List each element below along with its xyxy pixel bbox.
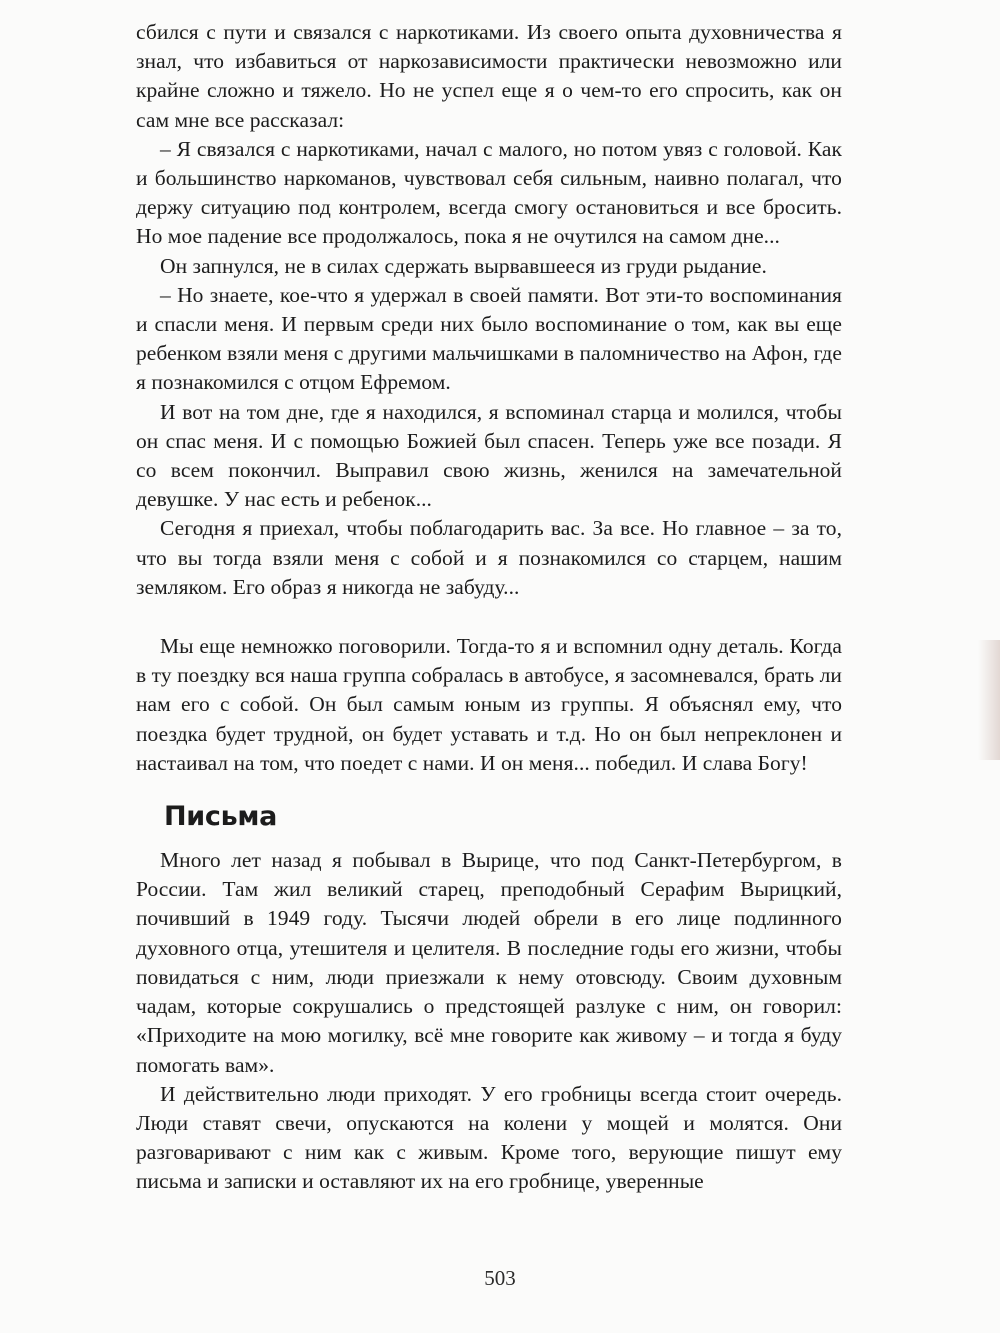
paragraph: Он запнулся, не в силах сдержать вырвавшееся из груди рыдание. [160,253,767,278]
paragraph: сбился с пути и связался с наркотиками. Из своего опыта духовничества я знал, что избавиться от наркозависимости практически невозможно или крайне сложно и тяжело. Но не успел еще я о чем-то его спросить, как он сам мне все рассказал: [136,20,842,132]
paragraph: И действительно люди приходят. У его гробницы всегда стоит очередь. Люди ставят свечи, опускаются на колени у мощей и молятся. Они разговаривают с ним как с живым. Кроме того, верующие пишут ему письма и записки и оставляют их на его гробнице, уверенные [136,1081,842,1194]
paragraph: Мы еще немножко поговорили. Тогда-то я и вспомнил одну деталь. Когда в ту поездку вся наша группа собралась в автобусе, я засомневался, брать ли нам его с собой. Он был самым юным из группы. Я объяснял ему, что поездка будет трудной, он будет уставать и т.д. Но он был непреклонен и настаивал на том, что поедет с нами. И он меня... победил. И слава Богу! [136,634,842,775]
paragraph: – Я связался с наркотиками, начал с малого, но потом увяз с головой. Как и большинство наркоманов, чувствовал себя сильным, наивно полагал, что держу ситуацию под контролем, всегда смогу остановиться и все бросить. Но мое падение все продолжалось, пока я не очутился на самом дне... [136,136,842,249]
paragraph: Сегодня я приехал, чтобы поблагодарить вас. За все. Но главное – за то, что вы тогда взяли меня с собой и я познакомился со старцем, нашим земляком. Его образ я никогда не забуду... [136,516,842,599]
paragraph: Много лет назад я побывал в Вырице, что под Санкт-Петербургом, в России. Там жил великий старец, преподобный Серафим Вырицкий, почивший в 1949 году. Тысячи людей обрели в его лице подлинного духовного отца, утешителя и целителя. В последние годы его жизни, чтобы повидаться с ним, люди приезжали к нему отовсюду. Своим духовным чадам, которые сокрушались о предстоящей разлуке с ним, он говорил: «Приходите на мою могилку, всё мне говорите как живому – и тогда я буду помогать вам». [136,848,842,1077]
paragraph: – Но знаете, кое-что я удержал в своей памяти. Вот эти-то воспоминания и спасли меня. И первым среди них было воспоминание о том, как вы еще ребенком взяли меня с другими мальчишками в паломничество на Афон, где я познакомился с отцом Ефремом. [136,282,842,395]
page-edge-shadow [978,640,1000,760]
page-text [136,18,842,1197]
paragraph: И вот на том дне, где я находился, я вспоминал старца и молился, чтобы он спас меня. И с помощью Божией был спасен. Теперь уже все позади. Я со всем покончил. Выправил свою жизнь, женился на замечательной девушке. У нас есть и ребенок... [136,399,842,512]
section-heading: Письма [164,801,278,833]
page-number: 503 [484,1266,516,1290]
